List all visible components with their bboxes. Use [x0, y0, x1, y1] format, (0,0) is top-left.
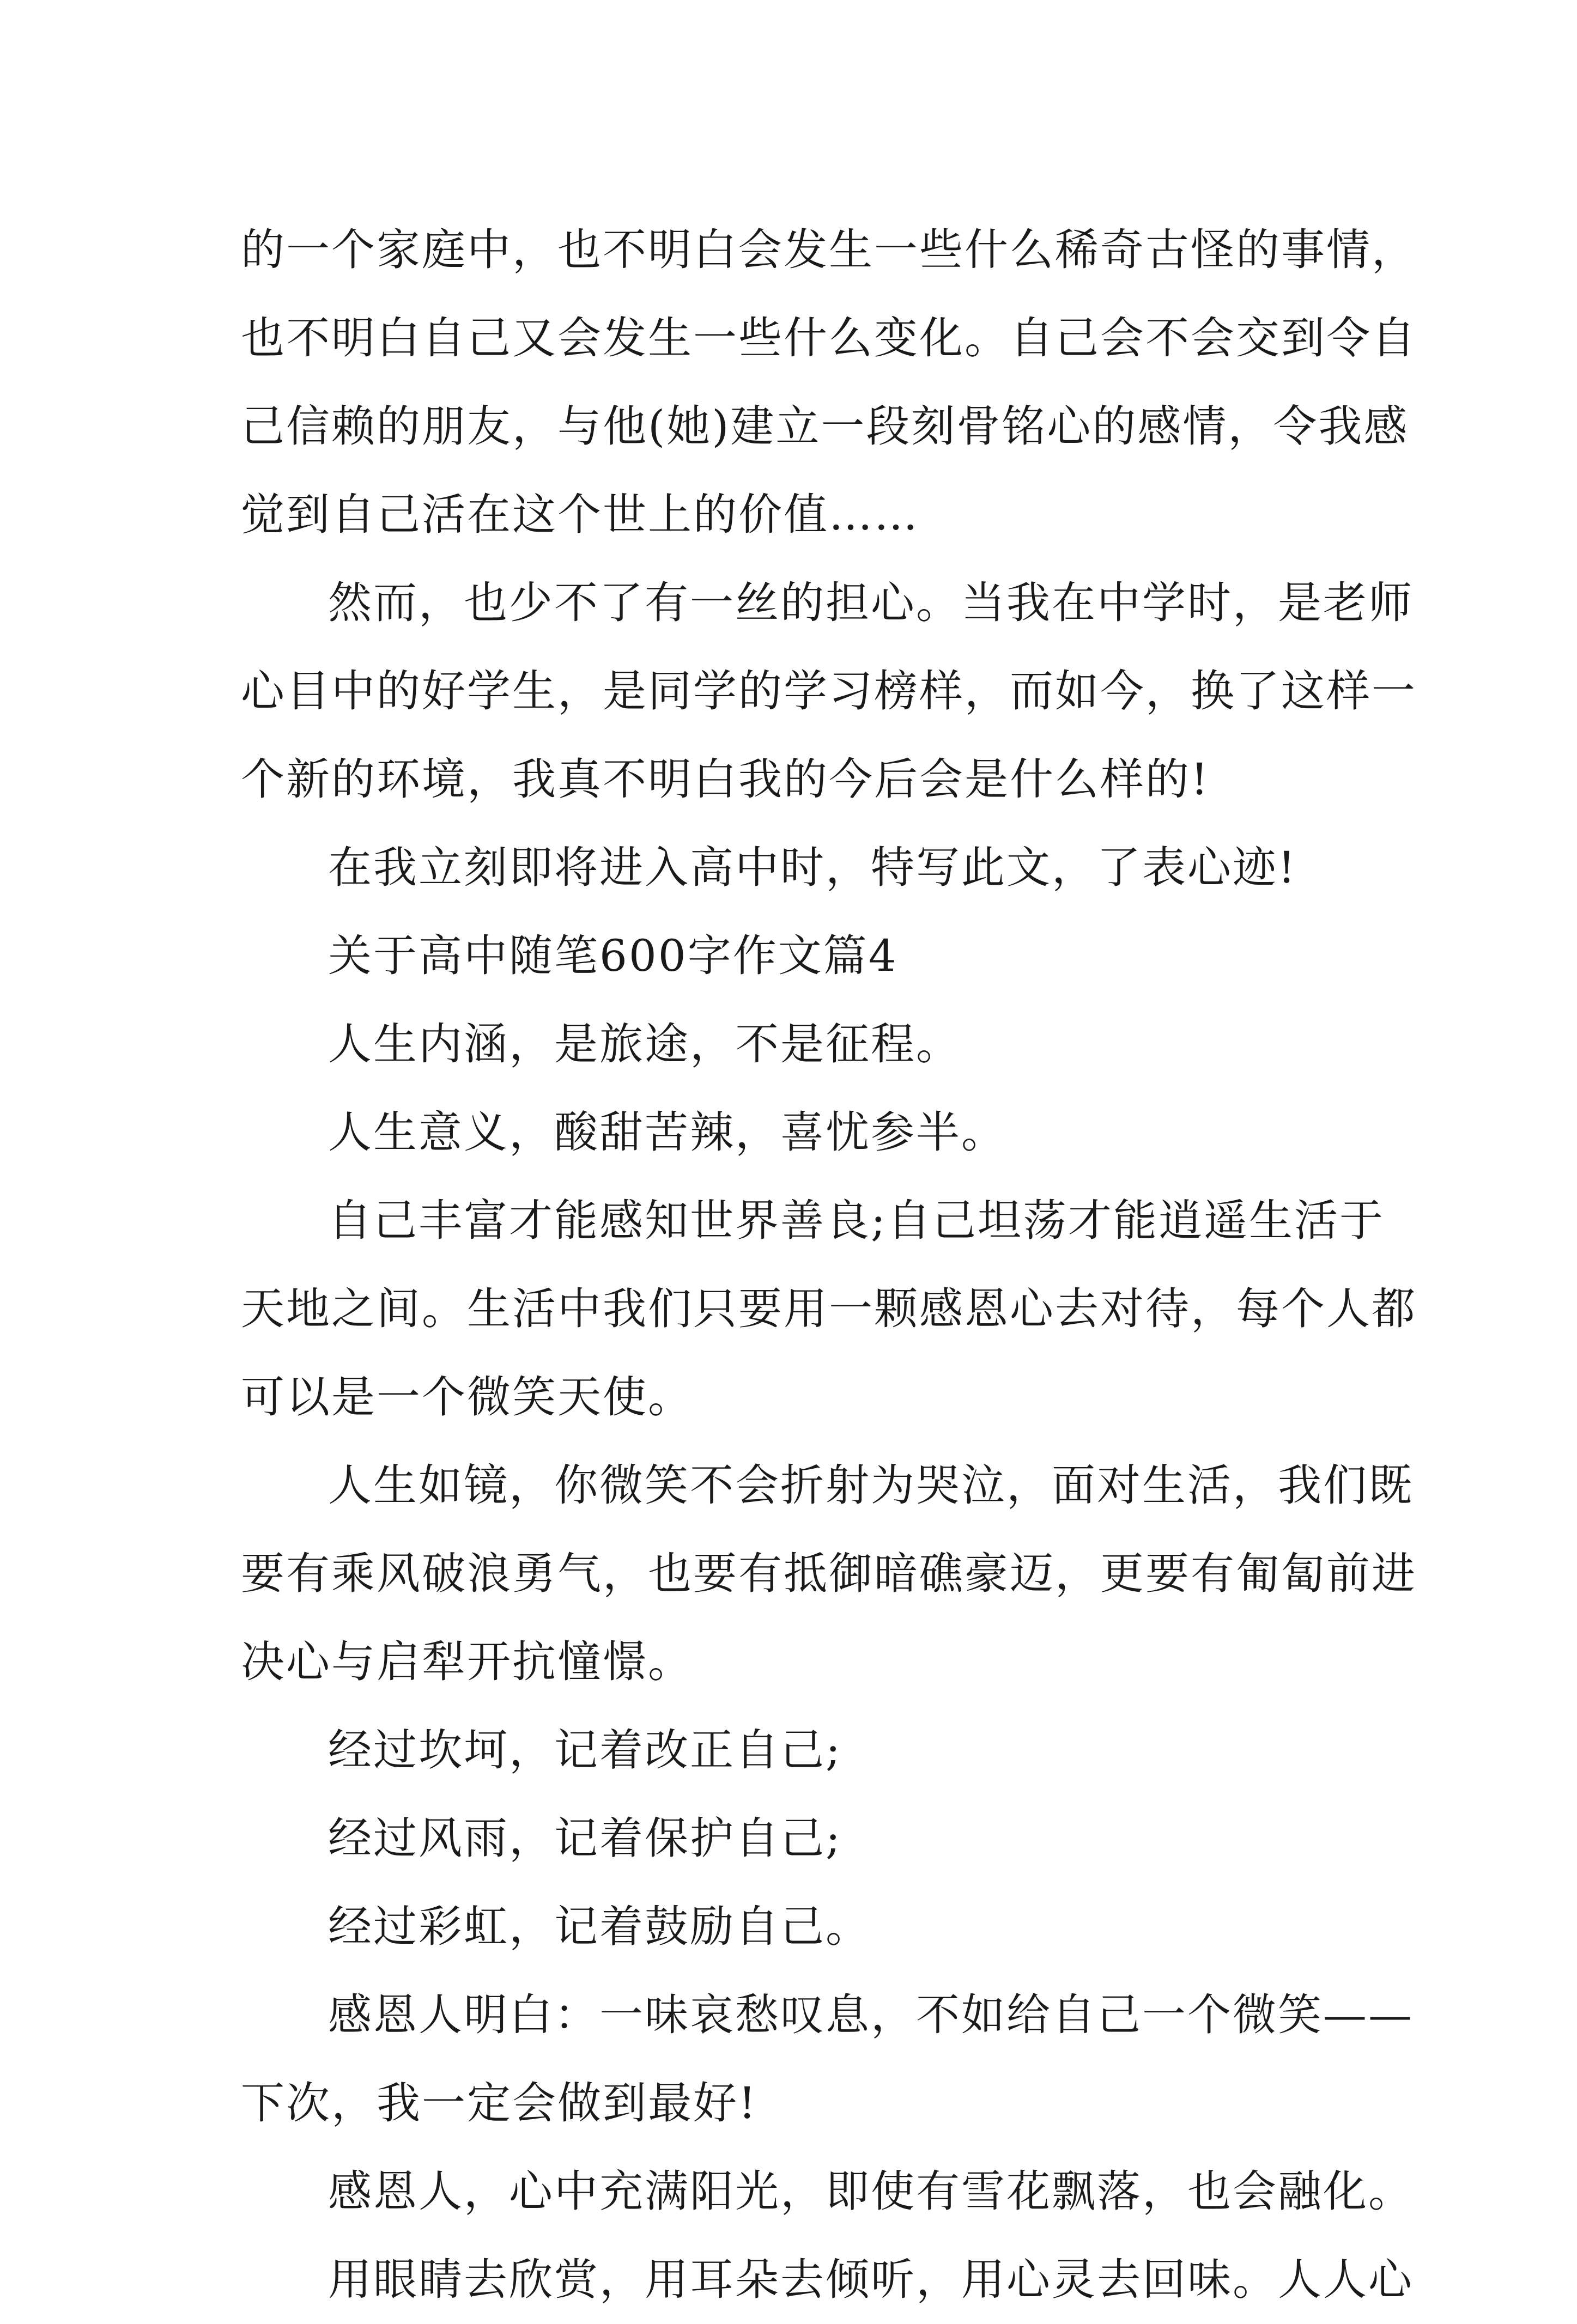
text-line: 己信赖的朋友，与他(她)建立一段刻骨铭心的感情，令我感: [241, 401, 1409, 452]
text-line: 下次，我一定会做到最好!: [241, 2078, 758, 2128]
text-line: 用眼睛去欣赏，用耳朵去倾听，用心灵去回味。人人心: [328, 2254, 1414, 2305]
text-line: 感恩人明白：一味哀愁叹息，不如给自己一个微笑——: [328, 1990, 1414, 2040]
text-line: 个新的环境，我真不明白我的今后会是什么样的!: [241, 754, 1210, 805]
text-line: 的一个家庭中，也不明白会发生一些什么稀奇古怪的事情，: [241, 224, 1417, 275]
text-line: 自己丰富才能感知世界善良;自己坦荡才能逍遥生活于: [328, 1195, 1385, 1246]
text-line: 人生内涵，是旅途，不是征程。: [328, 1019, 961, 1069]
text-line: 天地之间。生活中我们只要用一颗感恩心去对待，每个人都: [241, 1283, 1417, 1334]
text-line: 觉到自己活在这个世上的价值……: [241, 489, 919, 540]
text-line: 关于高中随笔600字作文篇4: [328, 930, 898, 981]
text-line: 决心与启犁开抗憧憬。: [241, 1636, 693, 1687]
text-line: 也不明白自己又会发生一些什么变化。自己会不会交到令自: [241, 313, 1417, 363]
text-line: 感恩人，心中充满阳光，即使有雪花飘落，也会融化。: [328, 2166, 1414, 2217]
text-line: 经过风雨，记着保护自己;: [328, 1813, 842, 1864]
text-line: 人生意义，酸甜苦辣，喜忧参半。: [328, 1107, 1006, 1158]
text-line: 在我立刻即将进入高中时，特写此文，了表心迹!: [328, 842, 1297, 893]
text-line: 心目中的好学生，是同学的学习榜样，而如今，换了这样一: [241, 666, 1417, 716]
text-line: 可以是一个微笑天使。: [241, 1372, 693, 1422]
text-line: 然而，也少不了有一丝的担心。当我在中学时，是老师: [328, 577, 1414, 628]
text-line: 经过坎坷，记着改正自己;: [328, 1725, 842, 1775]
text-line: 人生如镜，你微笑不会折射为哭泣，面对生活，我们既: [328, 1460, 1414, 1511]
body-text: [241, 206, 1417, 2324]
text-line: 要有乘风破浪勇气，也要有抵御暗礁豪迈，更要有匍匐前进: [241, 1548, 1417, 1599]
text-line: 经过彩虹，记着鼓励自己。: [328, 1901, 871, 1952]
